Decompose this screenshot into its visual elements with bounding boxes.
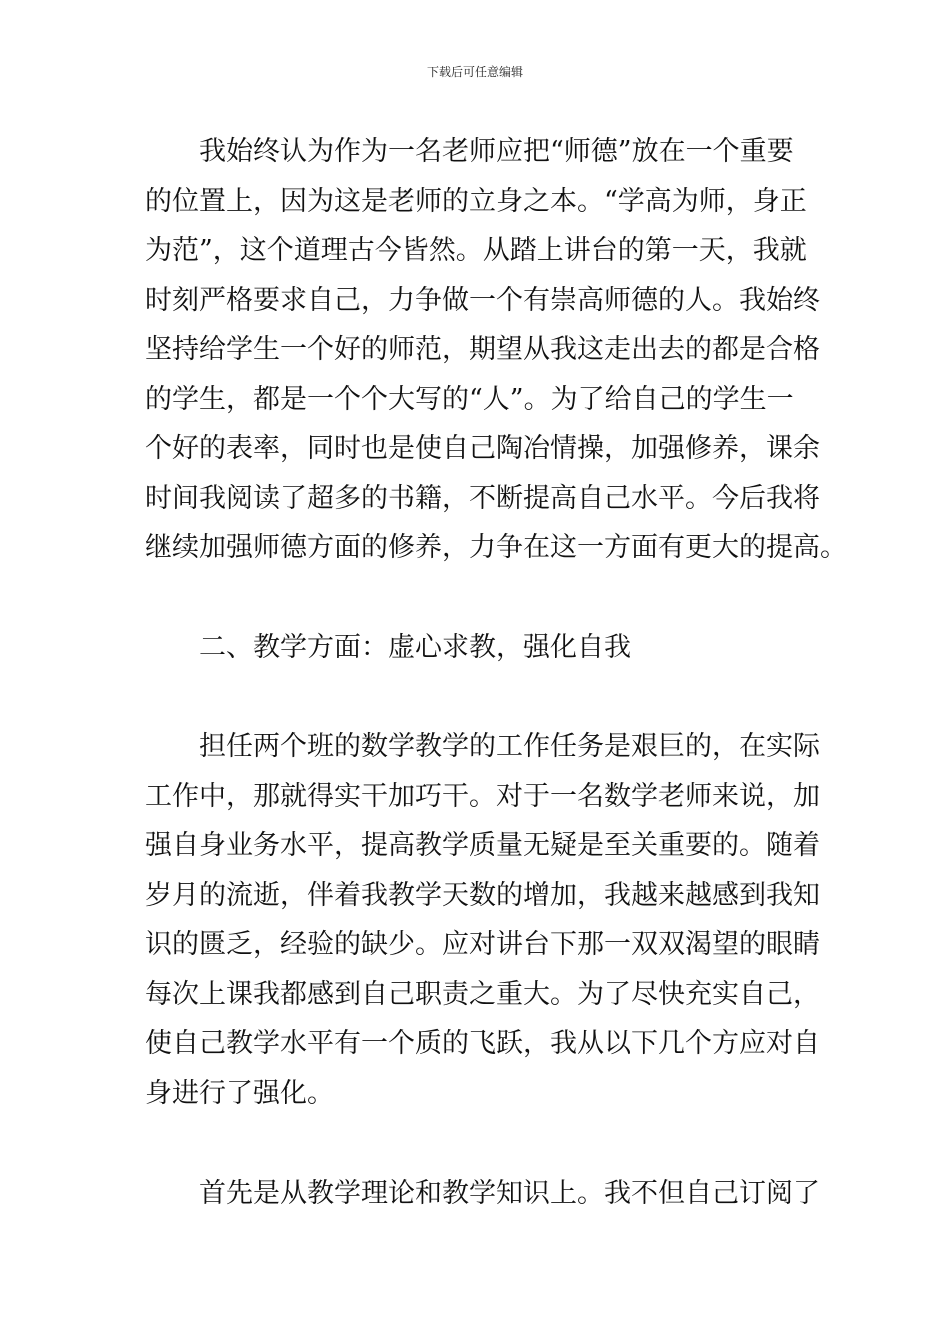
text-line: 时刻严格要求自己，力争做一个有崇高师德的人。我始终 bbox=[145, 284, 820, 316]
text-line: 继续加强师德方面的修养，力争在这一方面有更大的提高。 bbox=[145, 532, 847, 563]
text-line: 的学生，都是一个个大写的“人”。为了给自己的学生一 bbox=[145, 383, 794, 415]
paragraph-teaching bbox=[145, 722, 820, 1118]
text-line: 我始终认为作为一名老师应把“师德”放在一个重要 bbox=[199, 136, 794, 167]
text-line: 每次上课我都感到自己职责之重大。为了尽快充实自己， bbox=[145, 978, 820, 1010]
text-line: 身进行了强化。 bbox=[145, 1077, 334, 1109]
paragraph-teacher-ethics bbox=[145, 127, 847, 573]
heading-text: 二、教学方面：虚心求教，强化自我 bbox=[199, 632, 631, 663]
text-line: 的位置上，因为这是老师的立身之本。“学高为师，身正 bbox=[145, 185, 807, 217]
text-line: 工作中，那就得实干加巧干。对于一名数学老师来说，加 bbox=[145, 780, 820, 812]
text-line: 坚持给学生一个好的师范，期望从我这走出去的都是合格 bbox=[145, 334, 820, 365]
text-line: 首先是从教学理论和教学知识上。我不但自己订阅了 bbox=[199, 1178, 820, 1209]
text-line: 个好的表率，同时也是使自己陶冶情操，加强修养，课余 bbox=[145, 433, 820, 464]
text-line: 使自己教学水平有一个质的飞跃，我从以下几个方应对自 bbox=[145, 1028, 820, 1059]
text-line: 时间我阅读了超多的书籍，不断提高自己水平。今后我将 bbox=[145, 482, 820, 514]
section-heading bbox=[145, 623, 817, 673]
page-header: 下载后可任意编辑 bbox=[426, 65, 523, 79]
text-line: 强自身业务水平，提高教学质量无疑是至关重要的。随着 bbox=[145, 830, 820, 861]
paragraph-theory bbox=[145, 1169, 820, 1219]
text-line: 担任两个班的数学教学的工作任务是艰巨的，在实际 bbox=[199, 731, 820, 762]
text-line: 为范”，这个道理古今皆然。从踏上讲台的第一天，我就 bbox=[145, 235, 807, 266]
text-line: 岁月的流逝，伴着我教学天数的增加，我越来越感到我知 bbox=[145, 879, 820, 911]
text-line: 识的匮乏，经验的缺少。应对讲台下那一双双渴望的眼睛 bbox=[145, 929, 820, 960]
